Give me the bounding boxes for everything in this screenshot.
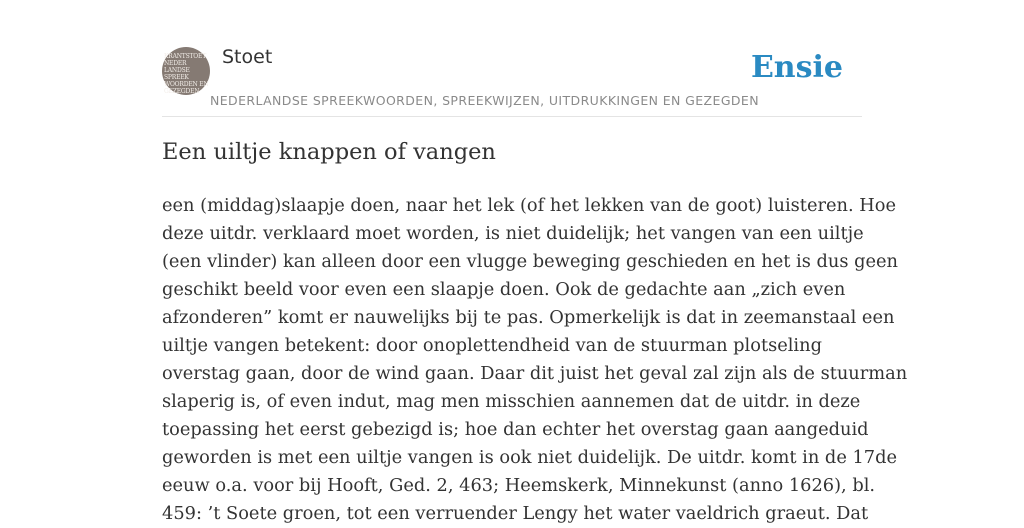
body-line: 459: ’t Soete groen, tot een verruender Lengy het water vaeldrich graeut. Dat <box>162 503 869 524</box>
body-line: afzonderen” komt er nauwelijks bij te pas. Opmerkelijk is dat in zeemanstaal een <box>162 307 895 328</box>
body-line: uiltje vangen betekent: door onoplettendheid van de stuurman plotseling <box>162 335 822 356</box>
header <box>162 44 862 117</box>
body-line: toepassing het eerst gebezigd is; hoe dan echter het overstag gaan aangeduid <box>162 419 869 440</box>
body-line: overstag gaan, door de wind gaan. Daar dit juist het geval zal zijn als de stuurman <box>162 363 908 384</box>
entry-body <box>162 192 908 528</box>
brand-logo[interactable]: Ensie <box>750 50 843 85</box>
body-line: eeuw o.a. voor bij Hooft, Ged. 2, 463; Heemskerk, Minnekunst (anno 1626), bl. <box>162 475 876 496</box>
entry-title: Een uiltje knappen of vangen <box>162 139 496 165</box>
author-link[interactable]: Stoet <box>222 46 273 68</box>
avatar[interactable] <box>162 47 210 95</box>
body-line: geschikt beeld voor even een slaapje doen. Ook de gedachte aan „zich even <box>162 279 846 300</box>
body-line: deze uitdr. verklaard moet worden, is niet duidelijk; het vangen van een uiltje <box>162 223 864 244</box>
source-subtitle: NEDERLANDSE SPREEKWOORDEN, SPREEKWIJZEN, UITDRUKKINGEN EN GEZEGDEN <box>210 93 759 108</box>
avatar-text: KRANTSTOET NEDER LANDSE SPREEK WOORDEN EN GEZEGDEN <box>164 53 209 95</box>
body-line: slaperig is, of even indut, mag men misschien aannemen dat de uitdr. in deze <box>162 391 861 412</box>
body-line: een (middag)slaapje doen, naar het lek (of het lekken van de goot) luisteren. Hoe <box>162 195 896 216</box>
body-line: geworden is met een uiltje vangen is ook niet duidelijk. De uitdr. komt in de 17de <box>162 447 898 468</box>
body-line: (een vlinder) kan alleen door een vlugge beweging geschieden en het is dus geen <box>162 251 898 272</box>
